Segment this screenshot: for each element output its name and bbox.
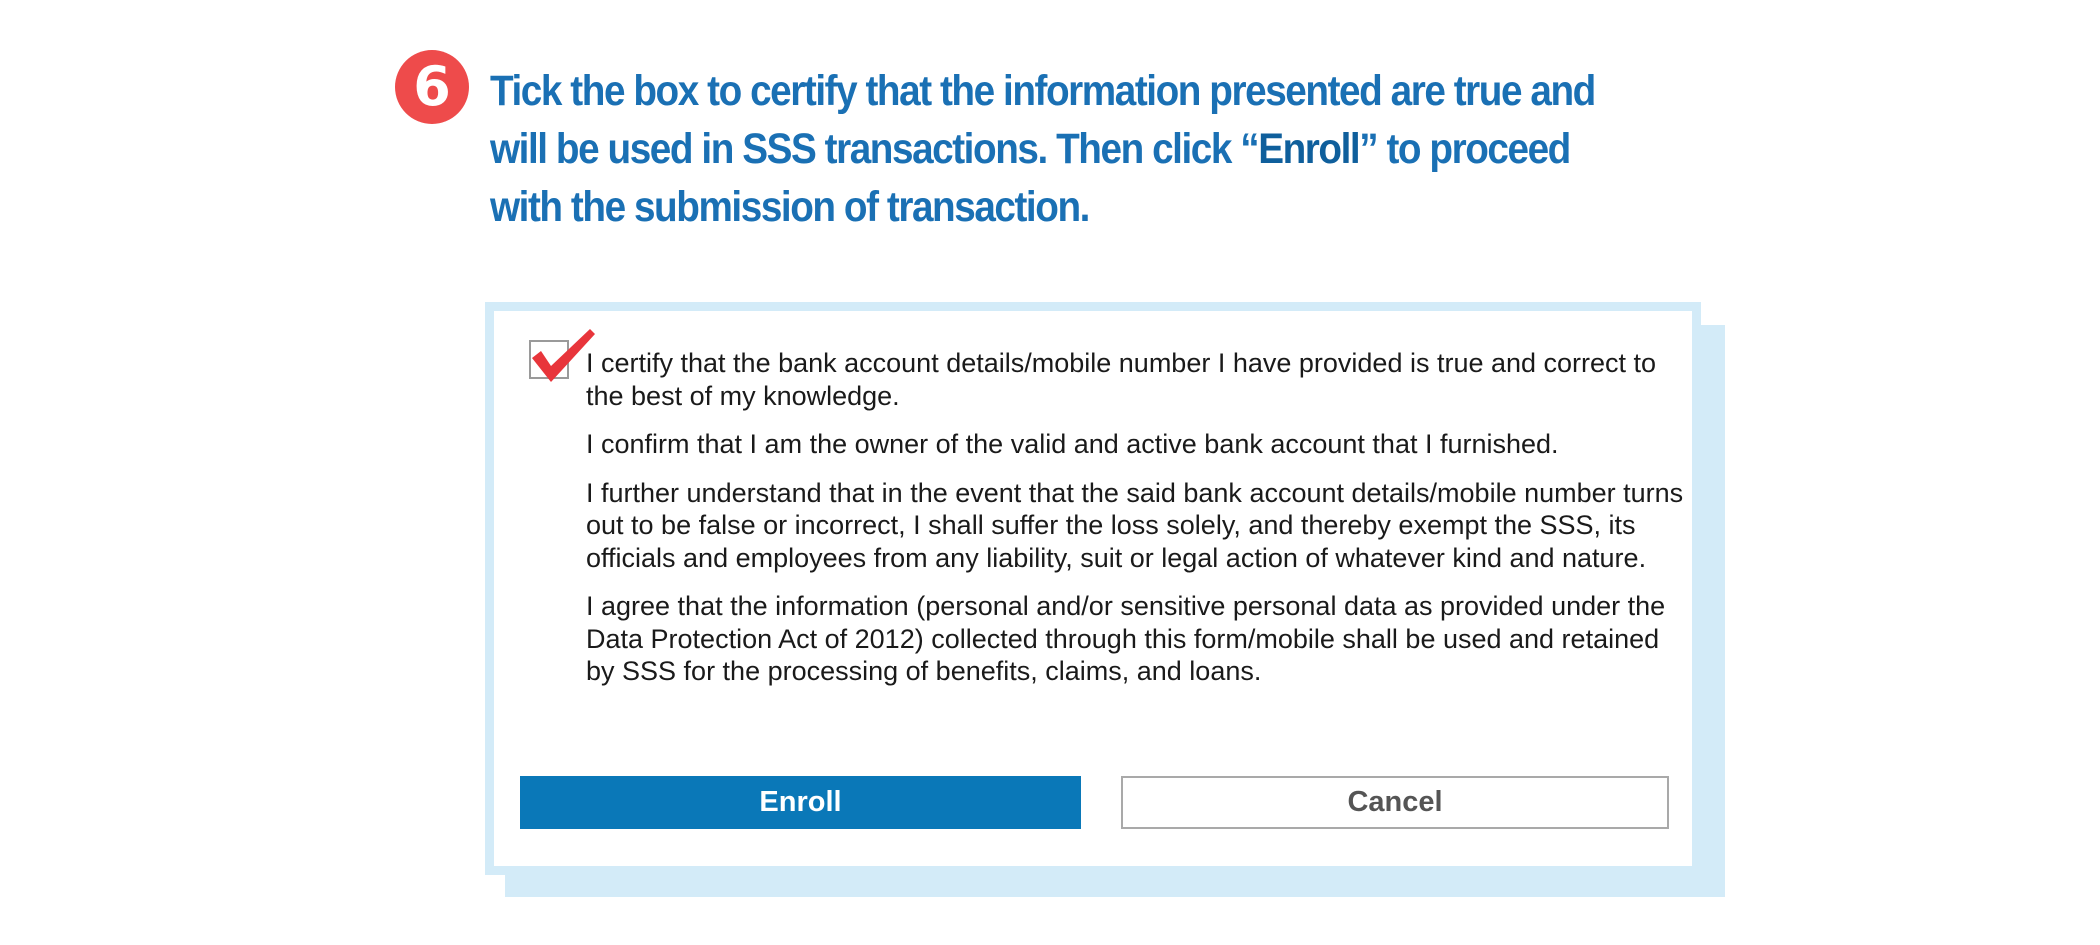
data-privacy-statement: I agree that the information (personal and/or sensitive personal data as provided under the Data Protection Act of 2012) collected through this form/mobile shall be used and retained by SSS for the processing of benefits, claims, and loans. (586, 591, 1666, 686)
step-instruction (490, 62, 1615, 236)
cancel-button[interactable]: Cancel (1121, 776, 1669, 829)
confirm-statement: I confirm that I am the owner of the valid and active bank account that I furnished. (586, 429, 1559, 459)
enroll-button[interactable]: Enroll (520, 776, 1081, 829)
instruction-enroll-highlight: Enroll (1258, 125, 1360, 173)
instruction-text-end: ” to proceed with the submission of transaction. (490, 125, 1570, 231)
liability-statement: I further understand that in the event that the said bank account details/mobile number turns out to be false or incorrect, I shall suffer the loss solely, and thereby exempt the SSS, its officials and employees from any liability, suit or legal action of whatever kind and nature. (586, 477, 1684, 573)
step-number-badge: 6 (395, 50, 469, 124)
enrollment-certification-dialog (485, 302, 1701, 875)
certification-terms (586, 347, 1686, 704)
instruction-text-start: Tick the box to certify that the information presented are true and will be used in SSS transactions. Then click “ (490, 67, 1595, 173)
certify-statement: I certify that the bank account details/mobile number I have provided is true and correct to the best of my knowledge. (586, 348, 1657, 411)
